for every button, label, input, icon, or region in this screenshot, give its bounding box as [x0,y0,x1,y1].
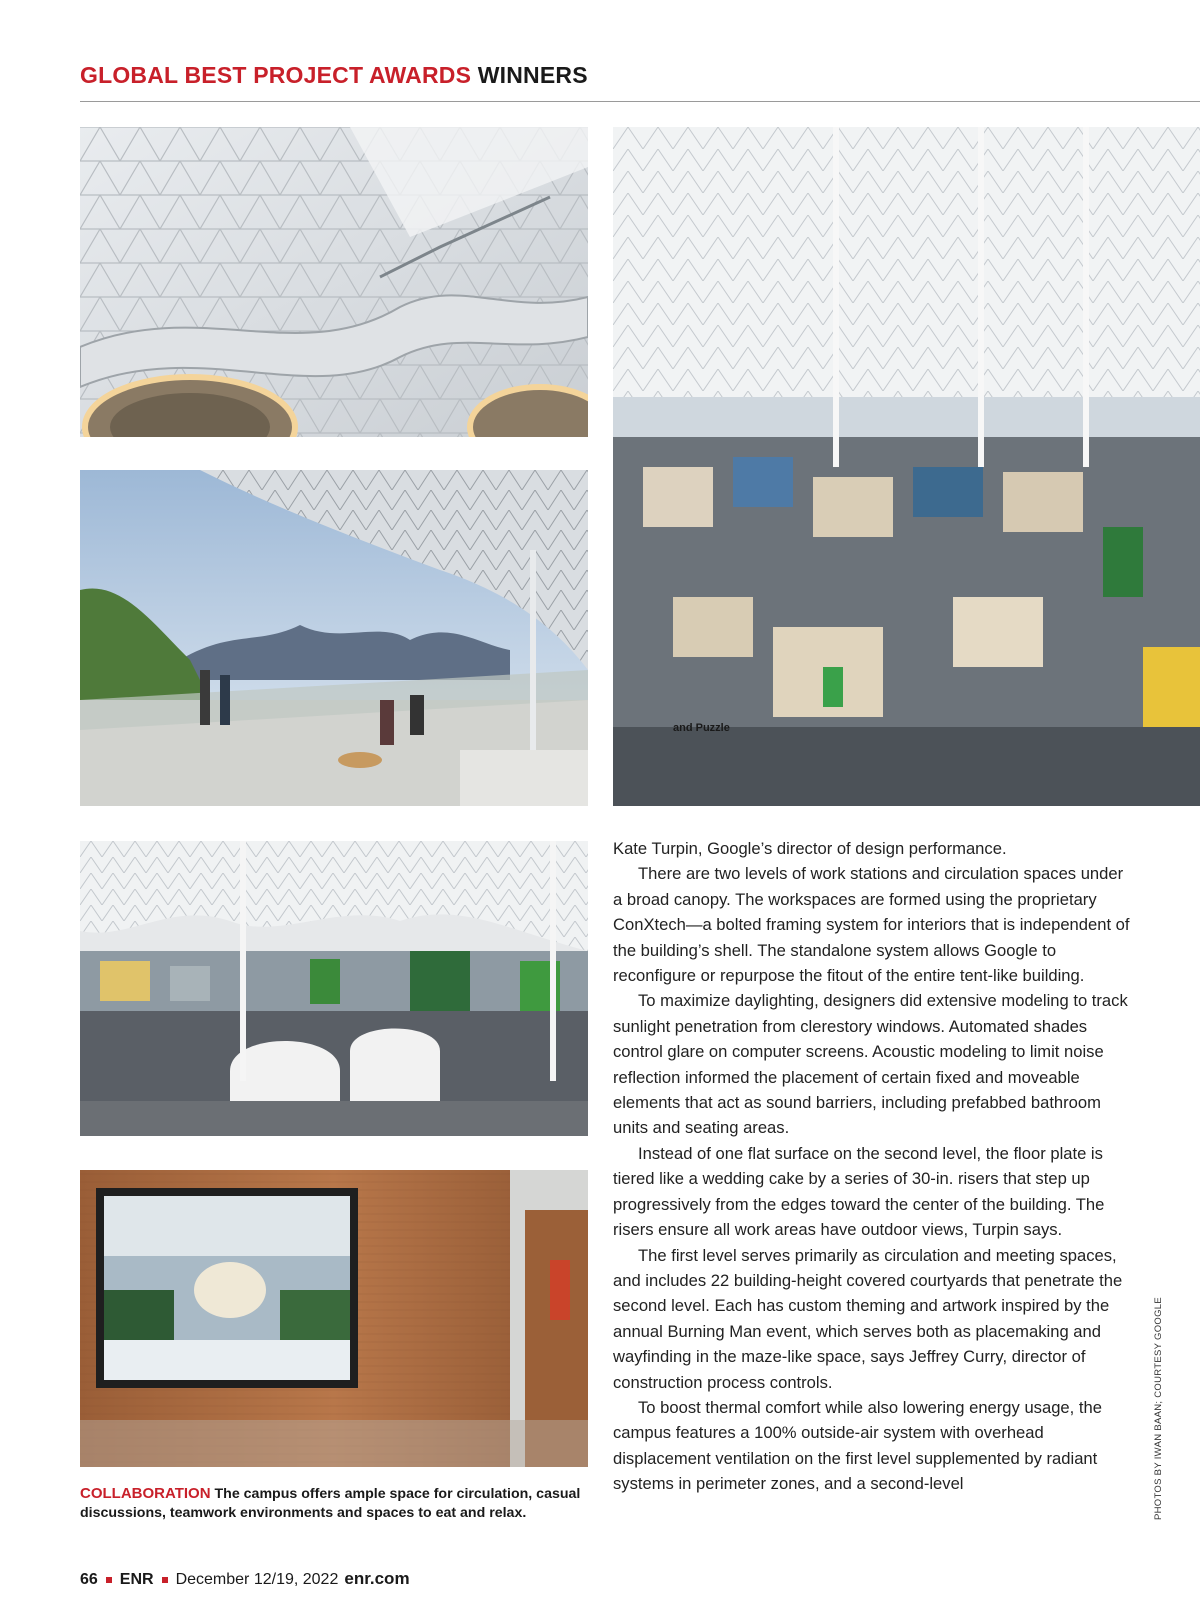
interior-courtyard-photo [80,841,588,1136]
body-paragraph: To maximize daylighting, designers did extensive modeling to track sunlight penetration from clerestory windows. Automated shades control glare on computer screens. Acoustic modeling to limit noise reflection informed the placement of certain fixed and moveable elements that act as sound barriers, including prefabbed bathroom units and seating areas. [613,991,1128,1138]
caption-text: The campus offers ample space for circulation, casual discussions, teamwork environments and spaces to eat and relax. [80,1486,581,1521]
caption-head: COLLABORATION [80,1485,211,1502]
page-footer [80,1569,410,1589]
article-body [613,836,1133,1497]
publication-name: ENR [119,1571,154,1588]
atrium-ceiling-stair-photo [80,127,588,437]
body-paragraph: The first level serves primarily as circulation and meeting spaces, and includes 22 building-height covered courtyards that penetrate the second level. Each has custom theming and artwork inspired by the annual Burning Man event, which serves both as placemaking and wayfinding in the maze-like space, says Jeffrey Curry, director of construction process controls. [613,1245,1123,1392]
body-paragraph: Instead of one flat surface on the second level, the floor plate is tiered like a wedding cake by a series of 30-in. risers that step up progressively from the edges toward the center of the building. The risers ensure all work areas have outdoor views, Turpin says. [613,1143,1105,1240]
bullet-square-icon [162,1577,168,1583]
header-divider [80,101,1200,102]
page-number: 66 [80,1571,98,1588]
body-paragraph: To boost thermal comfort while also lowering energy usage, the campus features a 100% outside-air system with overhead displacement ventilation on the first level supplemented by radiant systems in perimeter zones, and a second-level [613,1397,1102,1494]
rooftop-terrace-photo [80,470,588,806]
photo-caption [80,1484,588,1523]
bullet-square-icon [106,1577,112,1583]
puzzle-sign-text: and Puzzle [673,722,730,734]
photo-credit: PHOTOS BY IWAN BAAN; COURTESY GOOGLE [1153,1296,1164,1520]
section-header [80,62,588,89]
wood-wall-window-photo [80,1170,588,1467]
site-url: enr.com [344,1569,410,1588]
header-title-red: GLOBAL BEST PROJECT AWARDS [80,62,472,88]
body-paragraph: Kate Turpin, Google’s director of design performance. [613,839,1007,858]
header-title-dark: WINNERS [477,62,588,88]
issue-date: December 12/19, 2022 [175,1571,339,1588]
body-paragraph: There are two levels of work stations and circulation spaces under a broad canopy. The workspaces are formed using the proprietary ConXtech—a bolted framing system for interiors that is independent of the building’s shell. The standalone system allows Google to reconfigure or repurpose the fitout of the entire tent-like building. [613,864,1130,986]
open-office-canopy-photo [613,127,1200,806]
